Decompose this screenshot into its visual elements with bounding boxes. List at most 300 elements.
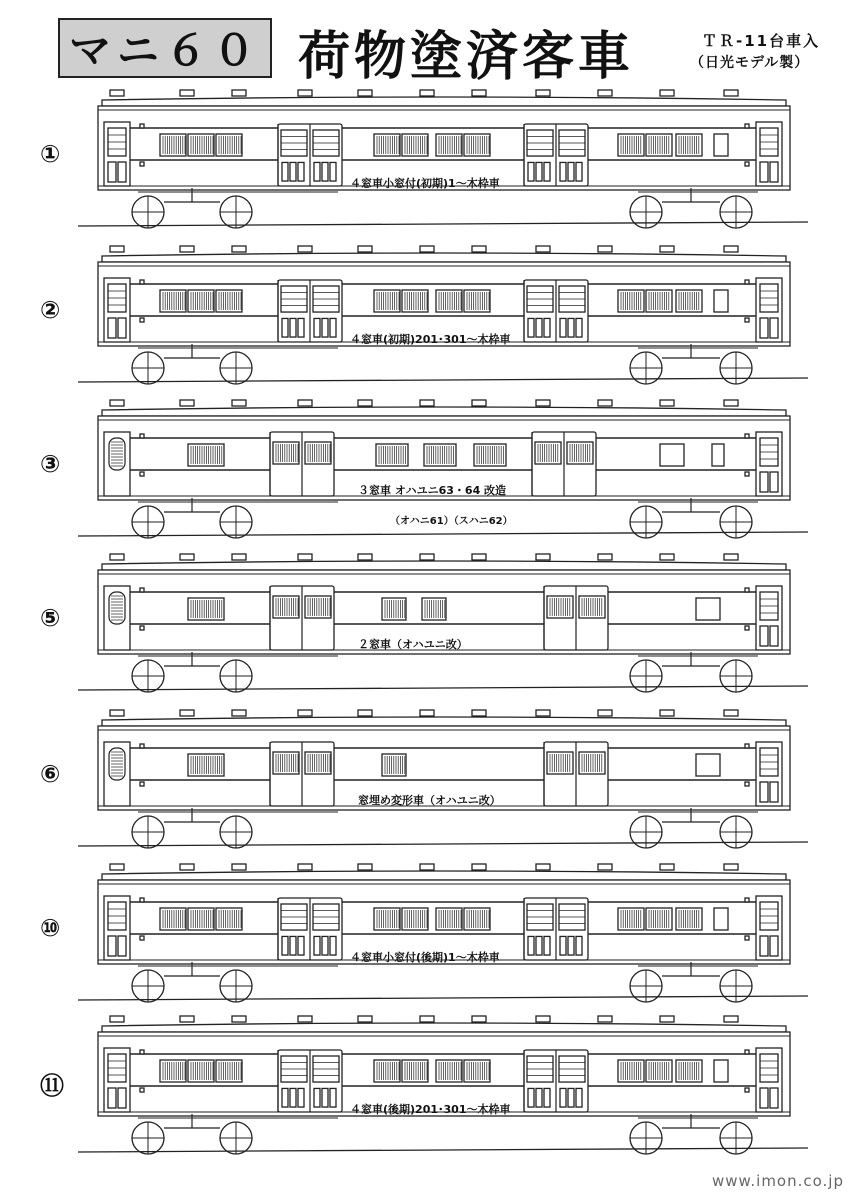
window-frame xyxy=(160,290,186,312)
window xyxy=(382,754,406,776)
marker xyxy=(140,626,144,630)
vent xyxy=(298,90,312,96)
roof-vent-icon xyxy=(180,710,194,716)
page-title: 荷物塗済客車 xyxy=(298,27,635,87)
end-panel xyxy=(770,162,778,182)
marker xyxy=(745,318,749,322)
vent xyxy=(298,554,312,560)
vent xyxy=(420,400,434,406)
wheel-icon xyxy=(132,816,164,848)
vent xyxy=(724,246,738,252)
rail-line xyxy=(78,1148,808,1152)
vent xyxy=(472,90,486,96)
door-panel xyxy=(322,162,328,181)
roof-vent-icon xyxy=(110,554,124,560)
roof-vent-icon xyxy=(472,554,486,560)
end-panel xyxy=(118,318,126,338)
window xyxy=(618,290,644,312)
roof-vent-icon xyxy=(358,400,372,406)
marker xyxy=(745,124,749,128)
small-window xyxy=(714,1060,728,1082)
end-panel xyxy=(770,472,778,492)
vent xyxy=(598,1016,612,1022)
roof-vent-icon xyxy=(472,400,486,406)
roof-vent-icon xyxy=(724,864,738,870)
roof-vent-icon xyxy=(180,90,194,96)
luggage-door xyxy=(270,432,334,496)
window-frame xyxy=(160,908,186,930)
window xyxy=(305,752,331,774)
vent xyxy=(536,400,550,406)
small-window xyxy=(714,290,728,312)
window xyxy=(188,754,224,776)
roof xyxy=(102,1023,786,1032)
roof-vent-icon xyxy=(472,90,486,96)
window xyxy=(676,290,702,312)
window-frame xyxy=(273,752,299,774)
window-frame xyxy=(305,752,331,774)
roof-vent-icon xyxy=(536,400,550,406)
window xyxy=(374,134,400,156)
door-panel xyxy=(560,318,566,337)
window xyxy=(374,908,400,930)
vent xyxy=(358,1016,372,1022)
roof-vent-icon xyxy=(110,400,124,406)
door-panel xyxy=(568,318,574,337)
vent xyxy=(420,864,434,870)
variant-number: ① xyxy=(40,140,61,168)
vent xyxy=(180,710,194,716)
bogie xyxy=(132,808,252,848)
window xyxy=(436,1060,462,1082)
window xyxy=(376,444,408,466)
door-panel xyxy=(544,162,550,181)
door-panel xyxy=(298,1088,304,1107)
window xyxy=(422,598,446,620)
vent xyxy=(472,1016,486,1022)
vent xyxy=(110,864,124,870)
small-window xyxy=(660,444,684,466)
rail-line xyxy=(78,686,808,690)
end-panel xyxy=(760,936,768,956)
vent xyxy=(660,554,674,560)
window-frame xyxy=(216,134,242,156)
door-panel xyxy=(290,318,296,337)
variant-caption: ４窓車(後期)201･301〜木枠車 xyxy=(350,1103,511,1116)
vent xyxy=(298,710,312,716)
vent xyxy=(724,1016,738,1022)
variant-caption: 窓埋め変形車（オハユニ改） xyxy=(358,794,501,807)
door-panel xyxy=(536,1088,542,1107)
wheel-icon xyxy=(720,660,752,692)
window-frame xyxy=(676,134,702,156)
roof-vent-icon xyxy=(420,1016,434,1022)
window xyxy=(188,290,214,312)
variant-caption: ２窓車（オハユニ改） xyxy=(358,638,468,651)
window xyxy=(676,134,702,156)
variant-number: ⑥ xyxy=(40,760,61,788)
marker xyxy=(140,744,144,748)
vent xyxy=(536,864,550,870)
roof-vent-icon xyxy=(660,246,674,252)
door-panel xyxy=(282,162,288,181)
roof-vent-icon xyxy=(420,90,434,96)
window xyxy=(216,290,242,312)
window xyxy=(188,598,224,620)
window-frame xyxy=(436,908,462,930)
door-panel xyxy=(298,318,304,337)
variant-caption: ４窓車小窓付(後期)1〜木枠車 xyxy=(350,951,500,964)
end-panel xyxy=(108,936,116,956)
wheel-icon xyxy=(220,352,252,384)
window-frame xyxy=(374,134,400,156)
car-side-diagram xyxy=(0,708,852,858)
window-frame xyxy=(160,134,186,156)
window xyxy=(188,908,214,930)
end-panel xyxy=(760,1088,768,1108)
window-frame xyxy=(436,290,462,312)
luggage-door xyxy=(270,586,334,650)
bogie xyxy=(132,962,252,1002)
marker xyxy=(745,936,749,940)
variant-caption: ４窓車(初期)201･301〜木枠車 xyxy=(350,333,511,346)
roof-vent-icon xyxy=(660,710,674,716)
roof-vent-icon xyxy=(420,246,434,252)
window-frame xyxy=(374,908,400,930)
window-frame xyxy=(402,908,428,930)
door-panel xyxy=(290,162,296,181)
luggage-door xyxy=(270,742,334,806)
vent xyxy=(298,864,312,870)
roof-vent-icon xyxy=(660,90,674,96)
vent xyxy=(110,554,124,560)
window xyxy=(188,444,224,466)
window xyxy=(676,908,702,930)
end-door xyxy=(104,896,130,960)
window xyxy=(402,908,428,930)
vent xyxy=(180,90,194,96)
door-panel xyxy=(576,162,582,181)
luggage-door xyxy=(524,898,588,960)
small-window xyxy=(696,754,720,776)
door-panel xyxy=(568,936,574,955)
window-frame xyxy=(618,134,644,156)
window-frame xyxy=(273,442,299,464)
variant-number: ② xyxy=(40,296,61,324)
door-panel xyxy=(536,162,542,181)
end-panel xyxy=(760,626,768,646)
door-panel xyxy=(528,1088,534,1107)
roof-vent-icon xyxy=(420,554,434,560)
window xyxy=(646,908,672,930)
door-panel xyxy=(330,162,336,181)
vent xyxy=(660,246,674,252)
door-panel xyxy=(330,936,336,955)
window-frame xyxy=(273,596,299,618)
door-panel xyxy=(576,1088,582,1107)
door-panel xyxy=(528,936,534,955)
vent xyxy=(724,554,738,560)
window xyxy=(464,134,490,156)
vent xyxy=(358,554,372,560)
window xyxy=(618,134,644,156)
window-frame xyxy=(618,908,644,930)
vent xyxy=(358,864,372,870)
window xyxy=(188,134,214,156)
window xyxy=(273,442,299,464)
window xyxy=(618,908,644,930)
roof-vent-icon xyxy=(298,1016,312,1022)
door-panel xyxy=(330,1088,336,1107)
small-window xyxy=(714,134,728,156)
window xyxy=(160,908,186,930)
roof-vent-icon xyxy=(110,90,124,96)
vent xyxy=(110,710,124,716)
window-frame xyxy=(305,596,331,618)
end-panel xyxy=(760,318,768,338)
end-door xyxy=(756,432,782,496)
rail-line xyxy=(78,378,808,382)
roof-vent-icon xyxy=(536,864,550,870)
window-frame xyxy=(436,134,462,156)
roof-vent-icon xyxy=(298,246,312,252)
rail-line xyxy=(78,996,808,1000)
vent xyxy=(660,864,674,870)
vent xyxy=(598,710,612,716)
door-panel xyxy=(544,1088,550,1107)
vent xyxy=(232,1016,246,1022)
window xyxy=(374,290,400,312)
end-panel xyxy=(760,162,768,182)
window-frame xyxy=(216,908,242,930)
window xyxy=(464,290,490,312)
vent xyxy=(420,1016,434,1022)
wheel-icon xyxy=(132,970,164,1002)
vent xyxy=(298,246,312,252)
car-variant xyxy=(0,398,852,558)
window-frame xyxy=(374,1060,400,1082)
door-panel xyxy=(528,162,534,181)
roof-vent-icon xyxy=(598,400,612,406)
window-frame xyxy=(464,908,490,930)
roof-vent-icon xyxy=(358,710,372,716)
roof-vent-icon xyxy=(598,710,612,716)
end-door xyxy=(756,586,782,650)
marker xyxy=(745,744,749,748)
end-door xyxy=(104,586,130,650)
end-door xyxy=(104,278,130,342)
marker xyxy=(140,162,144,166)
door-panel xyxy=(560,936,566,955)
marker xyxy=(745,1050,749,1054)
roof-vent-icon xyxy=(298,90,312,96)
window xyxy=(188,1060,214,1082)
window-frame xyxy=(402,1060,428,1082)
window-frame xyxy=(188,134,214,156)
variant-caption: ４窓車小窓付(初期)1〜木枠車 xyxy=(350,177,500,190)
window-frame xyxy=(188,908,214,930)
window-frame xyxy=(646,134,672,156)
roof-vent-icon xyxy=(660,554,674,560)
door-panel xyxy=(568,1088,574,1107)
vent xyxy=(536,90,550,96)
luggage-door xyxy=(544,586,608,650)
window-frame xyxy=(567,442,593,464)
car-side-diagram xyxy=(0,1014,852,1164)
roof-vent-icon xyxy=(232,864,246,870)
marker xyxy=(140,124,144,128)
vent xyxy=(598,90,612,96)
wheel-icon xyxy=(132,660,164,692)
wheel-icon xyxy=(132,196,164,228)
luggage-door xyxy=(524,1050,588,1112)
window xyxy=(216,134,242,156)
wheel-icon xyxy=(220,506,252,538)
window xyxy=(464,908,490,930)
window xyxy=(436,134,462,156)
marker xyxy=(140,280,144,284)
roof-vent-icon xyxy=(536,554,550,560)
window-frame xyxy=(188,290,214,312)
vent xyxy=(724,864,738,870)
vent xyxy=(660,90,674,96)
end-door xyxy=(756,1048,782,1112)
roof-vent-icon xyxy=(724,90,738,96)
door-panel xyxy=(282,1088,288,1107)
door-panel xyxy=(560,1088,566,1107)
end-door xyxy=(104,432,130,496)
roof xyxy=(102,407,786,416)
roof-vent-icon xyxy=(660,1016,674,1022)
window xyxy=(402,290,428,312)
door-panel xyxy=(282,318,288,337)
end-door xyxy=(756,896,782,960)
window-frame xyxy=(676,908,702,930)
variant-origin-note: （オハニ61）（スハニ62） xyxy=(390,516,513,527)
roof-vent-icon xyxy=(298,710,312,716)
vent xyxy=(472,710,486,716)
window xyxy=(216,1060,242,1082)
vent xyxy=(110,246,124,252)
wheel-icon xyxy=(720,816,752,848)
end-panel xyxy=(118,162,126,182)
vent xyxy=(180,864,194,870)
roof-vent-icon xyxy=(358,90,372,96)
window-frame xyxy=(216,1060,242,1082)
vent xyxy=(536,710,550,716)
car-side-diagram xyxy=(0,552,852,702)
luggage-door xyxy=(532,432,596,496)
roof-vent-icon xyxy=(724,710,738,716)
vent xyxy=(232,554,246,560)
end-panel xyxy=(770,318,778,338)
vent xyxy=(472,864,486,870)
roof-vent-icon xyxy=(232,400,246,406)
window-frame xyxy=(676,290,702,312)
roof-vent-icon xyxy=(420,400,434,406)
car-variant xyxy=(0,708,852,868)
vent xyxy=(598,864,612,870)
window xyxy=(535,442,561,464)
rail-line xyxy=(78,222,808,226)
car-side-diagram xyxy=(0,862,852,1012)
door-panel xyxy=(314,936,320,955)
end-panel xyxy=(760,782,768,802)
door-panel xyxy=(576,936,582,955)
vent xyxy=(180,400,194,406)
window-frame xyxy=(579,596,605,618)
car-side-diagram xyxy=(0,88,852,238)
window xyxy=(547,752,573,774)
roof-vent-icon xyxy=(536,90,550,96)
vent xyxy=(420,554,434,560)
end-door xyxy=(756,122,782,186)
door-panel xyxy=(314,318,320,337)
end-panel xyxy=(770,626,778,646)
bogie xyxy=(132,1114,252,1154)
car-variant xyxy=(0,244,852,404)
vent xyxy=(232,710,246,716)
window-frame xyxy=(646,908,672,930)
window xyxy=(273,752,299,774)
roof-vent-icon xyxy=(598,90,612,96)
window-frame xyxy=(216,290,242,312)
door-panel xyxy=(298,162,304,181)
small-window xyxy=(712,444,724,466)
roof-vent-icon xyxy=(472,710,486,716)
vent xyxy=(660,1016,674,1022)
vent xyxy=(472,554,486,560)
small-window xyxy=(714,908,728,930)
door-panel xyxy=(536,936,542,955)
vent xyxy=(598,554,612,560)
marker xyxy=(745,434,749,438)
vent xyxy=(536,1016,550,1022)
roof-vent-icon xyxy=(110,864,124,870)
vent xyxy=(298,400,312,406)
roof-vent-icon xyxy=(660,400,674,406)
end-panel xyxy=(760,472,768,492)
vent xyxy=(232,864,246,870)
luggage-door xyxy=(278,1050,342,1112)
window xyxy=(374,1060,400,1082)
marker xyxy=(140,588,144,592)
end-panel xyxy=(108,318,116,338)
roof-vent-icon xyxy=(180,400,194,406)
end-panel xyxy=(770,936,778,956)
roof-vent-icon xyxy=(358,246,372,252)
window-frame xyxy=(579,752,605,774)
roof-vent-icon xyxy=(472,864,486,870)
luggage-door xyxy=(278,898,342,960)
vent xyxy=(110,400,124,406)
vent xyxy=(180,246,194,252)
window-frame xyxy=(676,1060,702,1082)
luggage-door xyxy=(278,124,342,186)
door-panel xyxy=(544,936,550,955)
marker xyxy=(140,318,144,322)
roof-vent-icon xyxy=(232,710,246,716)
variant-number: ⑪ xyxy=(40,1072,64,1100)
door-panel xyxy=(528,318,534,337)
door-panel xyxy=(290,936,296,955)
luggage-door xyxy=(524,124,588,186)
roof-vent-icon xyxy=(180,246,194,252)
door-panel xyxy=(322,936,328,955)
roof-vent-icon xyxy=(472,1016,486,1022)
window-frame xyxy=(547,596,573,618)
rail-line xyxy=(78,842,808,846)
